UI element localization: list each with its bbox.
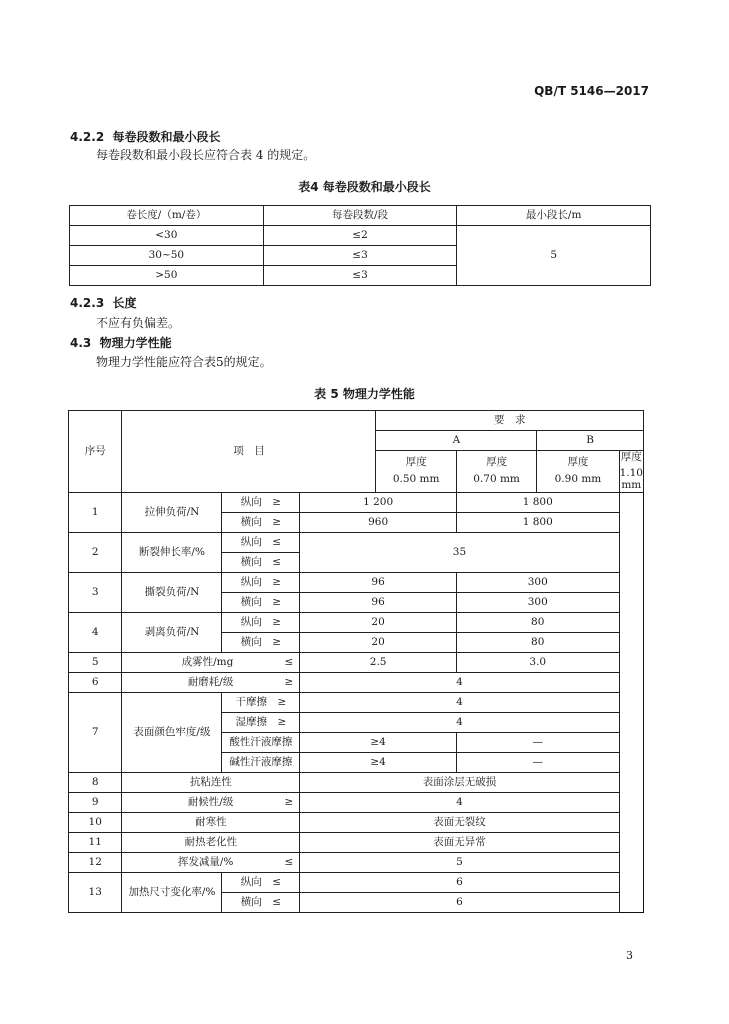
property-name: 拉伸负荷/N [122, 493, 222, 533]
table4-cell: 30~50 [70, 246, 264, 266]
value-all: 6 [300, 893, 619, 913]
row-number: 7 [69, 693, 122, 773]
property-name [122, 853, 300, 873]
row-number: 5 [69, 653, 122, 673]
value-all: 表面涂层无破损 [300, 773, 619, 793]
table4-cell: ≤2 [263, 226, 457, 246]
value-all: 表面无裂纹 [300, 813, 619, 833]
value-all: 5 [300, 853, 619, 873]
sub-item: 横向 ≤ [222, 553, 300, 573]
property-name [122, 673, 300, 693]
thickness-label: 厚度 [567, 456, 589, 469]
comparator: ≥ [284, 675, 294, 688]
thickness-label: 厚度 [620, 450, 642, 463]
sub-item: 横向 ≥ [222, 633, 300, 653]
table4-caption: 表4 每卷段数和最小段长 [298, 180, 431, 194]
thickness-header [456, 451, 536, 493]
value-b: 300 [456, 573, 619, 593]
section-4-2-2-text: 每卷段数和最小段长应符合表 4 的规定。 [96, 148, 316, 162]
table4-cell: ≤3 [263, 246, 457, 266]
section-4-2-2-heading [70, 128, 221, 145]
row-number: 4 [69, 613, 122, 653]
section-4-2-3-text: 不应有负偏差。 [96, 316, 181, 330]
table4-cell: ≤3 [263, 266, 457, 286]
value-a: 2.5 [300, 653, 457, 673]
thickness-value: 1.10 mm [619, 467, 643, 491]
row-number: 11 [69, 833, 122, 853]
thickness-value: 0.90 mm [554, 473, 602, 485]
property-name: 撕裂负荷/N [122, 573, 222, 613]
comparator: ≤ [284, 655, 294, 668]
table5 [68, 410, 644, 913]
table5-header-requirement: 要 求 [376, 411, 644, 431]
value-b: 1 800 [456, 513, 619, 533]
value-a: ≥4 [300, 733, 457, 753]
sub-item: 酸性汗液摩擦 [222, 733, 300, 753]
section-title: 每卷段数和最小段长 [112, 130, 221, 144]
row-number: 8 [69, 773, 122, 793]
value-a: 20 [300, 633, 457, 653]
property-name: 剥离负荷/N [122, 613, 222, 653]
table5-header-grade-a: A [376, 431, 537, 451]
property-name: 断裂伸长率/% [122, 533, 222, 573]
section-4-3-text: 物理力学性能应符合表5的规定。 [96, 355, 272, 369]
row-number: 3 [69, 573, 122, 613]
thickness-value: 0.70 mm [473, 473, 520, 485]
thickness-label: 厚度 [405, 456, 427, 469]
section-4-2-3-heading [70, 294, 137, 311]
table4 [69, 205, 651, 286]
row-number: 1 [69, 493, 122, 533]
value-a: 960 [300, 513, 457, 533]
page-number: 3 [626, 949, 633, 962]
sub-item: 纵向 ≤ [222, 533, 300, 553]
row-number: 2 [69, 533, 122, 573]
sub-item: 纵向 ≤ [222, 873, 300, 893]
property-label: 挥发减量/% [177, 855, 234, 868]
value-all: 4 [300, 793, 619, 813]
value-all: 4 [300, 693, 619, 713]
table5-header-no: 序号 [69, 411, 122, 493]
row-number: 10 [69, 813, 122, 833]
table4-min-length: 5 [457, 226, 651, 286]
thickness-header [537, 451, 619, 493]
value-b: — [456, 733, 619, 753]
value-b: 80 [456, 613, 619, 633]
property-name [122, 653, 300, 673]
table4-header-cell: 每卷段数/段 [263, 206, 457, 226]
sub-item: 纵向 ≥ [222, 613, 300, 633]
table5-header-grade-b: B [537, 431, 644, 451]
property-name: 耐热老化性 [122, 833, 300, 853]
sub-item: 纵向 ≥ [222, 493, 300, 513]
section-number: 4.2.2 [70, 130, 105, 144]
section-4-3-heading [70, 334, 172, 351]
thickness-header [376, 451, 456, 493]
thickness-header [619, 451, 643, 493]
property-name: 抗粘连性 [122, 773, 300, 793]
thickness-label: 厚度 [486, 456, 508, 469]
table5-header-item: 项 目 [122, 411, 376, 493]
comparator: ≥ [284, 795, 294, 808]
sub-item: 横向 ≤ [222, 893, 300, 913]
value-b: 300 [456, 593, 619, 613]
property-label: 耐磨耗/级 [187, 675, 234, 688]
row-number: 12 [69, 853, 122, 873]
sub-item: 干摩擦 ≥ [222, 693, 300, 713]
sub-item: 纵向 ≥ [222, 573, 300, 593]
comparator: ≤ [284, 855, 294, 868]
row-number: 13 [69, 873, 122, 913]
table4-header-cell: 卷长度/（m/卷） [70, 206, 264, 226]
property-name: 耐寒性 [122, 813, 300, 833]
section-title: 物理力学性能 [99, 336, 172, 350]
value-all: 表面无异常 [300, 833, 619, 853]
sub-item: 湿摩擦 ≥ [222, 713, 300, 733]
row-number: 9 [69, 793, 122, 813]
value-all: 6 [300, 873, 619, 893]
value-b: 1 800 [456, 493, 619, 513]
section-title: 长度 [112, 296, 137, 310]
value-all: 35 [300, 533, 619, 573]
sub-item: 横向 ≥ [222, 593, 300, 613]
value-all: 4 [300, 673, 619, 693]
section-number: 4.2.3 [70, 296, 105, 310]
value-b: 80 [456, 633, 619, 653]
property-name: 加热尺寸变化率/% [122, 873, 222, 913]
property-name: 表面颜色牢度/级 [122, 693, 222, 773]
sub-item: 横向 ≥ [222, 513, 300, 533]
value-a: 1 200 [300, 493, 457, 513]
property-label: 成雾性/mg [181, 655, 234, 668]
table4-header-cell: 最小段长/m [457, 206, 651, 226]
row-number: 6 [69, 673, 122, 693]
table5-caption: 表 5 物理力学性能 [314, 387, 415, 401]
value-b: 3.0 [456, 653, 619, 673]
value-all: 4 [300, 713, 619, 733]
property-label: 耐候性/级 [187, 795, 234, 808]
thickness-value: 0.50 mm [392, 473, 440, 485]
sub-item: 碱性汗液摩擦 [222, 753, 300, 773]
value-a: ≥4 [300, 753, 457, 773]
value-b: — [456, 753, 619, 773]
value-a: 96 [300, 593, 457, 613]
table4-cell: <30 [70, 226, 264, 246]
value-a: 96 [300, 573, 457, 593]
property-name [122, 793, 300, 813]
standard-number: QB/T 5146—2017 [534, 84, 649, 98]
section-number: 4.3 [70, 336, 92, 350]
value-a: 20 [300, 613, 457, 633]
table4-cell: >50 [70, 266, 264, 286]
